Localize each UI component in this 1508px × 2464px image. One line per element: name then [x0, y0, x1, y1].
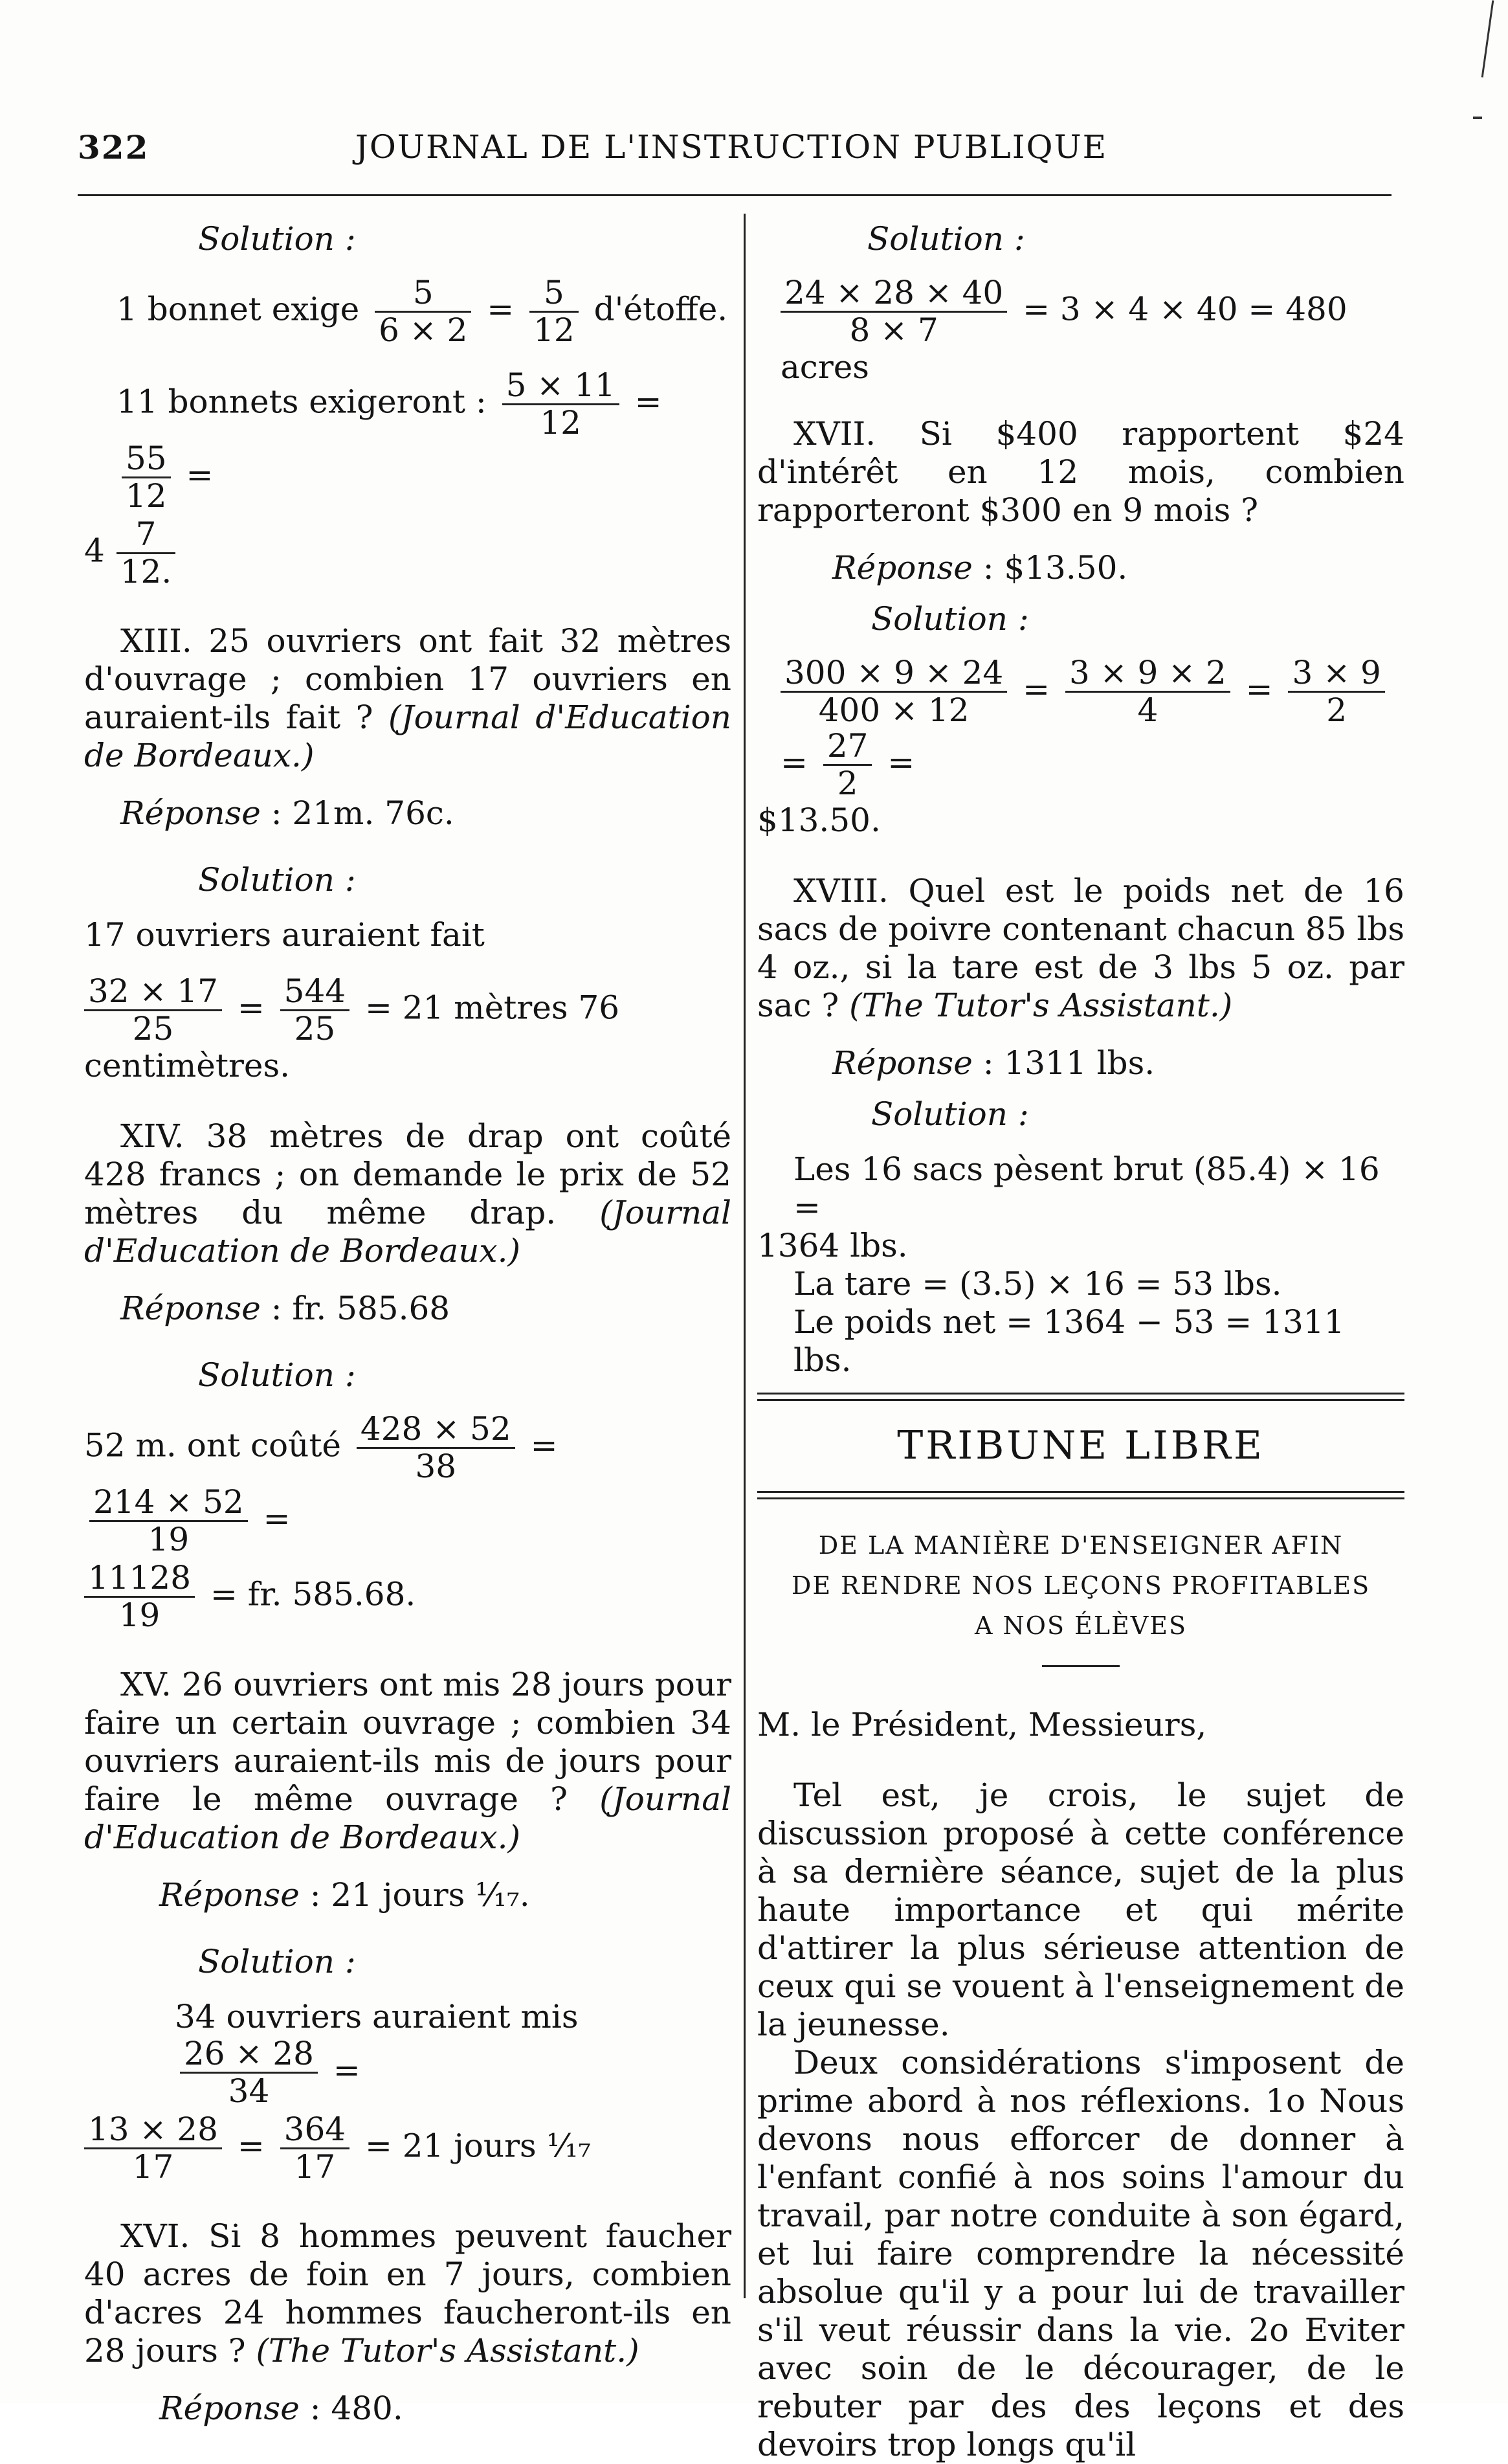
scan-mark	[1473, 117, 1482, 119]
solution-line	[84, 1998, 731, 2109]
solution-line: Le poids net = 1364 − 53 = 1311 lbs.	[793, 1303, 1345, 1379]
equals-sign: =	[487, 290, 515, 328]
solution-label: Solution :	[871, 1095, 1029, 1133]
article-subtitle: DE LA MANIÈRE D'ENSEIGNER AFIN DE RENDRE NOS LEÇONS PROFITABLES A NOS ÉLÈVES	[791, 1531, 1371, 1640]
solution-line	[757, 655, 1404, 801]
section-rule	[757, 1393, 1404, 1401]
answer: Réponse : $13.50.	[832, 549, 1128, 587]
equals-sign: =	[1023, 670, 1050, 708]
equals-sign: =	[333, 2051, 360, 2089]
solution-label: Solution :	[867, 220, 1025, 258]
problem-xvi	[84, 2217, 731, 2370]
solution-label: Solution :	[198, 220, 356, 258]
column-divider	[744, 214, 746, 2298]
fraction: $\frac{364}{17}$	[280, 2112, 349, 2185]
equals-sign: =	[186, 456, 214, 494]
problem-text: XV. 26 ouvriers ont mis 28 jours pour faire un certain ouvrage ; combien 34 ouvriers auraient-ils mis de jours pour faire le même ouvrage ?	[84, 1666, 731, 1818]
fraction: $\frac{13 \times 28}{17}$	[84, 2112, 222, 2185]
source-citation: (Journal d'Education de Bordeaux.)	[84, 699, 731, 774]
solution-label: Solution :	[198, 1356, 356, 1394]
solution-label: Solution :	[198, 861, 356, 899]
equals-sign: =	[634, 383, 662, 421]
problem-xv	[84, 1666, 731, 1857]
source-citation: (The Tutor's Assistant.)	[849, 987, 1233, 1024]
journal-title: JOURNAL DE L'INSTRUCTION PUBLIQUE	[355, 128, 1108, 166]
solution-line: 17 ouvriers auraient fait	[84, 916, 485, 954]
equation-text: = 21 mètres 76 centimètres.	[84, 989, 620, 1084]
right-column	[757, 220, 1404, 2464]
fraction: $\frac{428 \times 52}{38}$	[357, 1411, 515, 1484]
fraction: $\frac{5}{6 \times 2}$	[375, 275, 471, 348]
fraction: $\frac{27}{2}$	[823, 728, 872, 801]
problem-xviii	[757, 872, 1404, 1025]
solution-line: 1364 lbs.	[757, 1227, 908, 1264]
answer: Réponse : 480.	[159, 2390, 403, 2427]
solution-line	[84, 517, 731, 590]
problem-text: XVI. Si 8 hommes peuvent faucher 40 acres de foin en 7 jours, combien d'acres 24 hommes faucheront-ils en 28 jours ?	[84, 2217, 731, 2369]
solution-result: $13.50.	[757, 801, 881, 839]
fraction: $\frac{544}{25}$	[280, 974, 349, 1047]
left-column	[84, 220, 731, 2456]
article-paragraph: Tel est, je crois, le sujet de discussion proposé à cette conférence à sa dernière séance, sujet de la plus haute importance et qui mérite d'attirer la plus sérieuse attention de ceux qui se vouent à l'enseignement de la jeunesse.	[757, 1776, 1404, 2043]
equation-text: 11 bonnets exigeront :	[116, 383, 487, 421]
problem-text: XVIII. Quel est le poids net de 16 sacs de poivre contenant chacun 85 lbs 4 oz., si la tare est de 3 lbs 5 oz. par sac ?	[757, 872, 1404, 1024]
equation-text: 1 bonnet exige	[116, 290, 360, 328]
equals-sign: =	[887, 743, 915, 781]
solution-line: Les 16 sacs pèsent brut (85.4) × 16 =	[793, 1150, 1380, 1226]
fraction: $\frac{5 \times 11}{12}$	[502, 368, 619, 441]
fraction: $\frac{26 \times 28}{34}$	[180, 2036, 318, 2109]
fraction: $\frac{5}{12}$	[529, 275, 579, 348]
equals-sign: =	[1245, 670, 1273, 708]
equation-text: = fr. 585.68.	[210, 1575, 416, 1613]
problem-xiv	[84, 1117, 731, 1270]
solution-line	[84, 1411, 731, 1558]
source-citation: (Journal d'Education de Bordeaux.)	[84, 1194, 731, 1270]
fraction: $\frac{24 \times 28 \times 40}{8 \times 7}$	[781, 275, 1007, 348]
equals-sign: =	[237, 989, 265, 1027]
equation-text: = 3 × 4 × 40 = 480 acres	[781, 290, 1347, 386]
salutation: M. le Président, Messieurs,	[757, 1706, 1207, 1743]
equals-sign: =	[237, 2127, 265, 2165]
equation-text: 52 m. ont coûté	[84, 1426, 341, 1464]
ornament-rule	[1042, 1665, 1120, 1667]
solution-line	[84, 368, 731, 514]
fraction: $\frac{11128}{19}$	[84, 1560, 195, 1633]
article-paragraph: Deux considérations s'imposent de prime abord à nos réflexions. 1o Nous devons nous efforcer de donner à l'enfant confié à nos soins l'amour du travail, par notre conduite à son égard, et lui faire comprendre la nécessité absolue qu'il y a pour lui de travailler s'il veut réussir dans la vie. 2o Eviter avec soin de le décourager, de le rebuter par des des leçons et des devoirs trop longs qu'il	[757, 2044, 1404, 2463]
page-number: 322	[78, 128, 150, 166]
fraction: $\frac{3 \times 9 \times 2}{4}$	[1065, 655, 1230, 728]
answer: Réponse : 1311 lbs.	[832, 1044, 1155, 1082]
solution-line	[84, 2112, 731, 2185]
section-rule	[757, 1491, 1404, 1499]
fraction: $\frac{3 \times 9}{2}$	[1288, 655, 1384, 728]
answer: Réponse : fr. 585.68	[120, 1290, 450, 1327]
fraction: $\frac{32 \times 17}{25}$	[84, 974, 222, 1047]
solution-line	[84, 1560, 731, 1633]
scan-mark	[1481, 0, 1494, 77]
problem-xvii: XVII. Si $400 rapportent $24 d'intérêt en 12 mois, combien rapporteront $300 en 9 mois ?	[757, 415, 1404, 529]
fraction: $\frac{214 \times 52}{19}$	[89, 1484, 248, 1558]
problem-text: XIII. 25 ouvriers ont fait 32 mètres d'ouvrage ; combien 17 ouvriers en auraient-ils fait ?	[84, 622, 731, 736]
solution-line	[757, 275, 1404, 386]
section-title: TRIBUNE LIBRE	[897, 1423, 1265, 1468]
answer: Réponse : 21 jours ¹⁄₁₇.	[159, 1876, 530, 1914]
solution-label: Solution :	[198, 1943, 356, 1980]
solution-line: La tare = (3.5) × 16 = 53 lbs.	[793, 1265, 1282, 1303]
fraction: $\frac{55}{12}$	[122, 441, 171, 514]
running-header	[78, 128, 1385, 180]
header-rule	[78, 194, 1392, 196]
problem-text: XIV. 38 mètres de drap ont coûté 428 francs ; on demande le prix de 52 mètres du même drap.	[84, 1117, 731, 1231]
equals-sign: =	[781, 743, 808, 781]
source-citation: (The Tutor's Assistant.)	[256, 2332, 639, 2369]
solution-lines	[757, 1150, 1404, 1380]
solution-label: Solution :	[871, 600, 1029, 638]
equation-text: 34 ouvriers auraient mis	[175, 1998, 579, 2035]
equals-sign: =	[530, 1426, 558, 1464]
fraction: $\frac{7}{12.}$	[116, 517, 176, 590]
equation-text: = 21 jours ¹⁄₁₇	[365, 2127, 592, 2165]
integer-part: 4	[84, 532, 105, 570]
fraction: $\frac{300 \times 9 \times 24}{400 \times 12}$	[781, 655, 1007, 728]
equals-sign: =	[263, 1499, 291, 1538]
solution-line	[84, 275, 731, 348]
solution-line	[84, 974, 731, 1085]
equation-text: d'étoffe.	[593, 290, 728, 328]
problem-xiii	[84, 622, 731, 775]
source-citation: (Journal d'Education de Bordeaux.)	[84, 1780, 731, 1856]
answer: Réponse : 21m. 76c.	[120, 794, 454, 832]
